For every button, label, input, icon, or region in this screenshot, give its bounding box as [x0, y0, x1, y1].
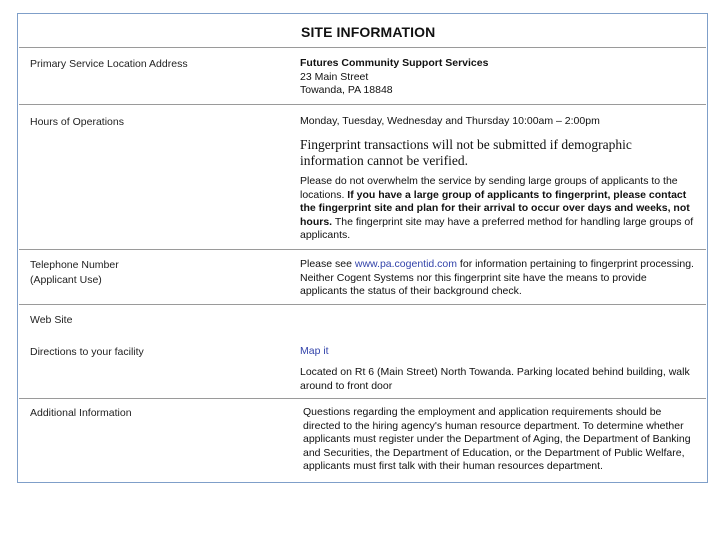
telephone-label: [30, 258, 119, 287]
hours-schedule: Monday, Tuesday, Wednesday and Thursday 10:00am – 2:00pm: [300, 115, 600, 127]
divider: [19, 47, 706, 48]
telephone-suffix: for information pertaining to fingerprint processing. Neither Cogent Systems nor this fingerprint site have the means to provide applicants the status of their background check.: [300, 258, 694, 297]
telephone-label-line: Telephone Number: [30, 259, 119, 271]
address-label: Primary Service Location Address: [30, 58, 188, 70]
city-state-zip: Towanda, PA 18848: [300, 84, 393, 96]
directions-text: Located on Rt 6 (Main Street) North Towanda. Parking located behind building, walk around to front door: [300, 366, 690, 392]
address-value: [300, 57, 695, 98]
divider: [19, 304, 706, 305]
warning-line: Fingerprint transactions will not be submitted if demographic: [300, 137, 632, 152]
map-link[interactable]: [300, 345, 695, 359]
verification-warning: [300, 137, 695, 169]
divider: [19, 249, 706, 250]
telephone-label-line: (Applicant Use): [30, 274, 102, 286]
hours-label: Hours of Operations: [30, 116, 124, 128]
divider: [19, 104, 706, 105]
cogent-link[interactable]: www.pa.cogentid.com: [354, 258, 458, 270]
directions-label: Directions to your facility: [30, 346, 144, 358]
website-label: Web Site: [30, 314, 73, 326]
notice-bold: If you have a large group of applicants to fingerprint, please contact the fingerprint site and plan for their arrival to occur over days and weeks, not hours.: [300, 188, 690, 228]
group-notice: [300, 175, 695, 243]
additional-info-text: Questions regarding the employment and application requirements should be directed to the hiring agency's human resource department. To determine whether applicants must register under the Department of Aging, the Department of Banking and Securities, the Department of Education, or the Department of Public Welfare, applicants must first talk with their human resources department.: [303, 406, 691, 472]
notice-outro: The fingerprint site may have a preferred method for handling large groups of applicants.: [300, 215, 694, 241]
notice-intro: Please do not overwhelm the service by sending large groups of applicants to the locations.: [300, 175, 678, 201]
additional-info-label: Additional Information: [30, 407, 132, 419]
divider: [19, 398, 706, 399]
map-it-link[interactable]: Map it: [300, 345, 329, 357]
page-title: SITE INFORMATION: [301, 24, 436, 40]
telephone-info: [300, 258, 695, 299]
telephone-prefix: Please see: [300, 258, 355, 270]
organization-name: Futures Community Support Services: [300, 57, 489, 69]
warning-line: information cannot be verified.: [300, 153, 468, 168]
street-address: 23 Main Street: [300, 70, 369, 83]
